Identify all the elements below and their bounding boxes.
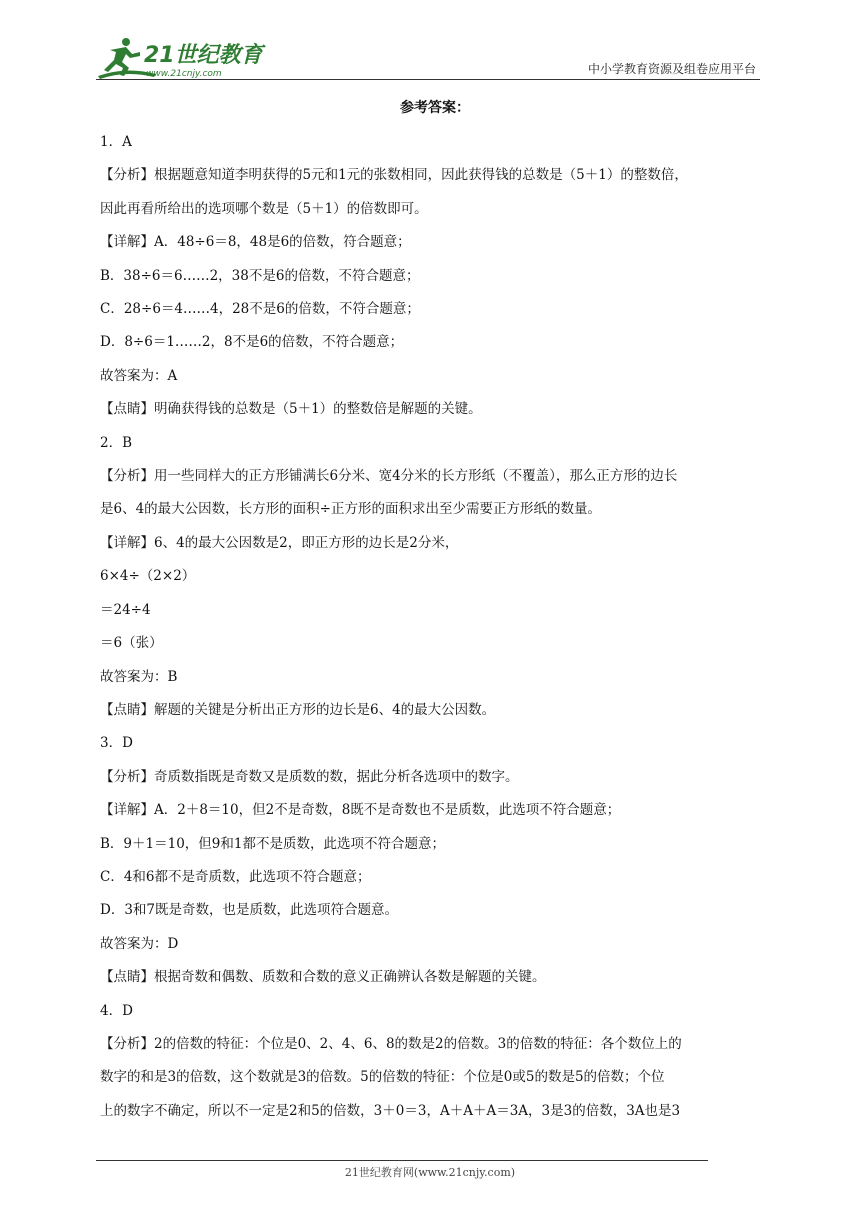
answer-line: C．4和6都不是奇质数，此选项不符合题意；	[100, 868, 371, 885]
answer-line: 【详解】6、4的最大公因数是2，即正方形的边长是2分米，	[100, 534, 459, 551]
answer-line: 【分析】用一些同样大的正方形铺满长6分米、宽4分米的长方形纸（不覆盖），那么正方形的边长	[100, 468, 678, 485]
logo-text: 21世纪教育	[144, 43, 263, 68]
answer-line: B．9＋1＝10，但9和1都不是质数，此选项不符合题意；	[100, 835, 445, 852]
answer-line: 【详解】A．2＋8＝10，但2不是奇数，8既不是奇数也不是质数，此选项不符合题意；	[100, 802, 621, 819]
answer-line: ＝24÷4	[100, 601, 151, 618]
site-name: 中小学教育资源及组卷应用平台	[587, 62, 756, 76]
answer-line: 是6、4的最大公因数，长方形的面积÷正方形的面积求出至少需要正方形纸的数量。	[100, 501, 601, 518]
answer-line: 4．D	[100, 1002, 133, 1019]
answer-line: D．3和7既是奇数，也是质数，此选项符合题意。	[100, 902, 399, 919]
header-divider	[96, 79, 760, 80]
answer-line: 3．D	[100, 735, 133, 752]
answer-line: 【点睛】解题的关键是分析出正方形的边长是6、4的最大公因数。	[100, 701, 496, 718]
answer-line: 上的数字不确定，所以不一定是2和5的倍数，3＋0＝3，A＋A＋A＝3A，3是3的倍数，3A也是3	[100, 1102, 681, 1119]
logo-url: www.21cnjy.com	[146, 69, 222, 79]
answer-line: 【点睛】根据奇数和偶数、质数和合数的意义正确辨认各数是解题的关键。	[100, 969, 546, 986]
21cnjy-logo	[96, 36, 266, 80]
answer-content	[100, 94, 770, 1128]
answer-line: 【分析】根据题意知道李明获得的5元和1元的张数相同，因此获得钱的总数是（5＋1）的整数倍，	[100, 167, 688, 184]
answer-line: 6×4÷（2×2）	[100, 568, 196, 585]
answer-line: 故答案为：D	[100, 935, 179, 952]
page-title: 参考答案：	[400, 100, 470, 116]
answer-line: C．28÷6＝4……4，28不是6的倍数，不符合题意；	[100, 301, 420, 318]
footer-divider	[96, 1160, 708, 1161]
answer-line: 1．A	[100, 134, 132, 150]
footer-text: 21世纪教育网(www.21cnjy.com)	[344, 1166, 516, 1179]
answer-line: B．38÷6＝6……2，38不是6的倍数，不符合题意；	[100, 267, 420, 284]
answer-line: 【分析】2的倍数的特征：个位是0、2、4、6、8的数是2的倍数。3的倍数的特征：各个数位上的	[100, 1035, 682, 1052]
answer-line: 【详解】A．48÷6＝8，48是6的倍数，符合题意；	[100, 234, 411, 251]
answer-line: 数字的和是3的倍数，这个数就是3的倍数。5的倍数的特征：个位是0或5的数是5的倍数；个位	[100, 1069, 665, 1086]
answer-line: ＝6（张）	[100, 635, 163, 652]
answer-line: 【点睛】明确获得钱的总数是（5＋1）的整数倍是解题的关键。	[100, 401, 482, 418]
answer-line: D．8÷6＝1……2，8不是6的倍数，不符合题意；	[100, 334, 404, 351]
answer-line: 因此再看所给出的选项哪个数是（5＋1）的倍数即可。	[100, 200, 428, 217]
page-header	[0, 0, 860, 90]
answer-line: 故答案为：B	[100, 668, 178, 685]
answer-line: 【分析】奇质数指既是奇数又是质数的数，据此分析各选项中的数字。	[100, 768, 519, 785]
answer-line: 故答案为：A	[100, 367, 178, 384]
answer-line: 2．B	[100, 434, 133, 451]
